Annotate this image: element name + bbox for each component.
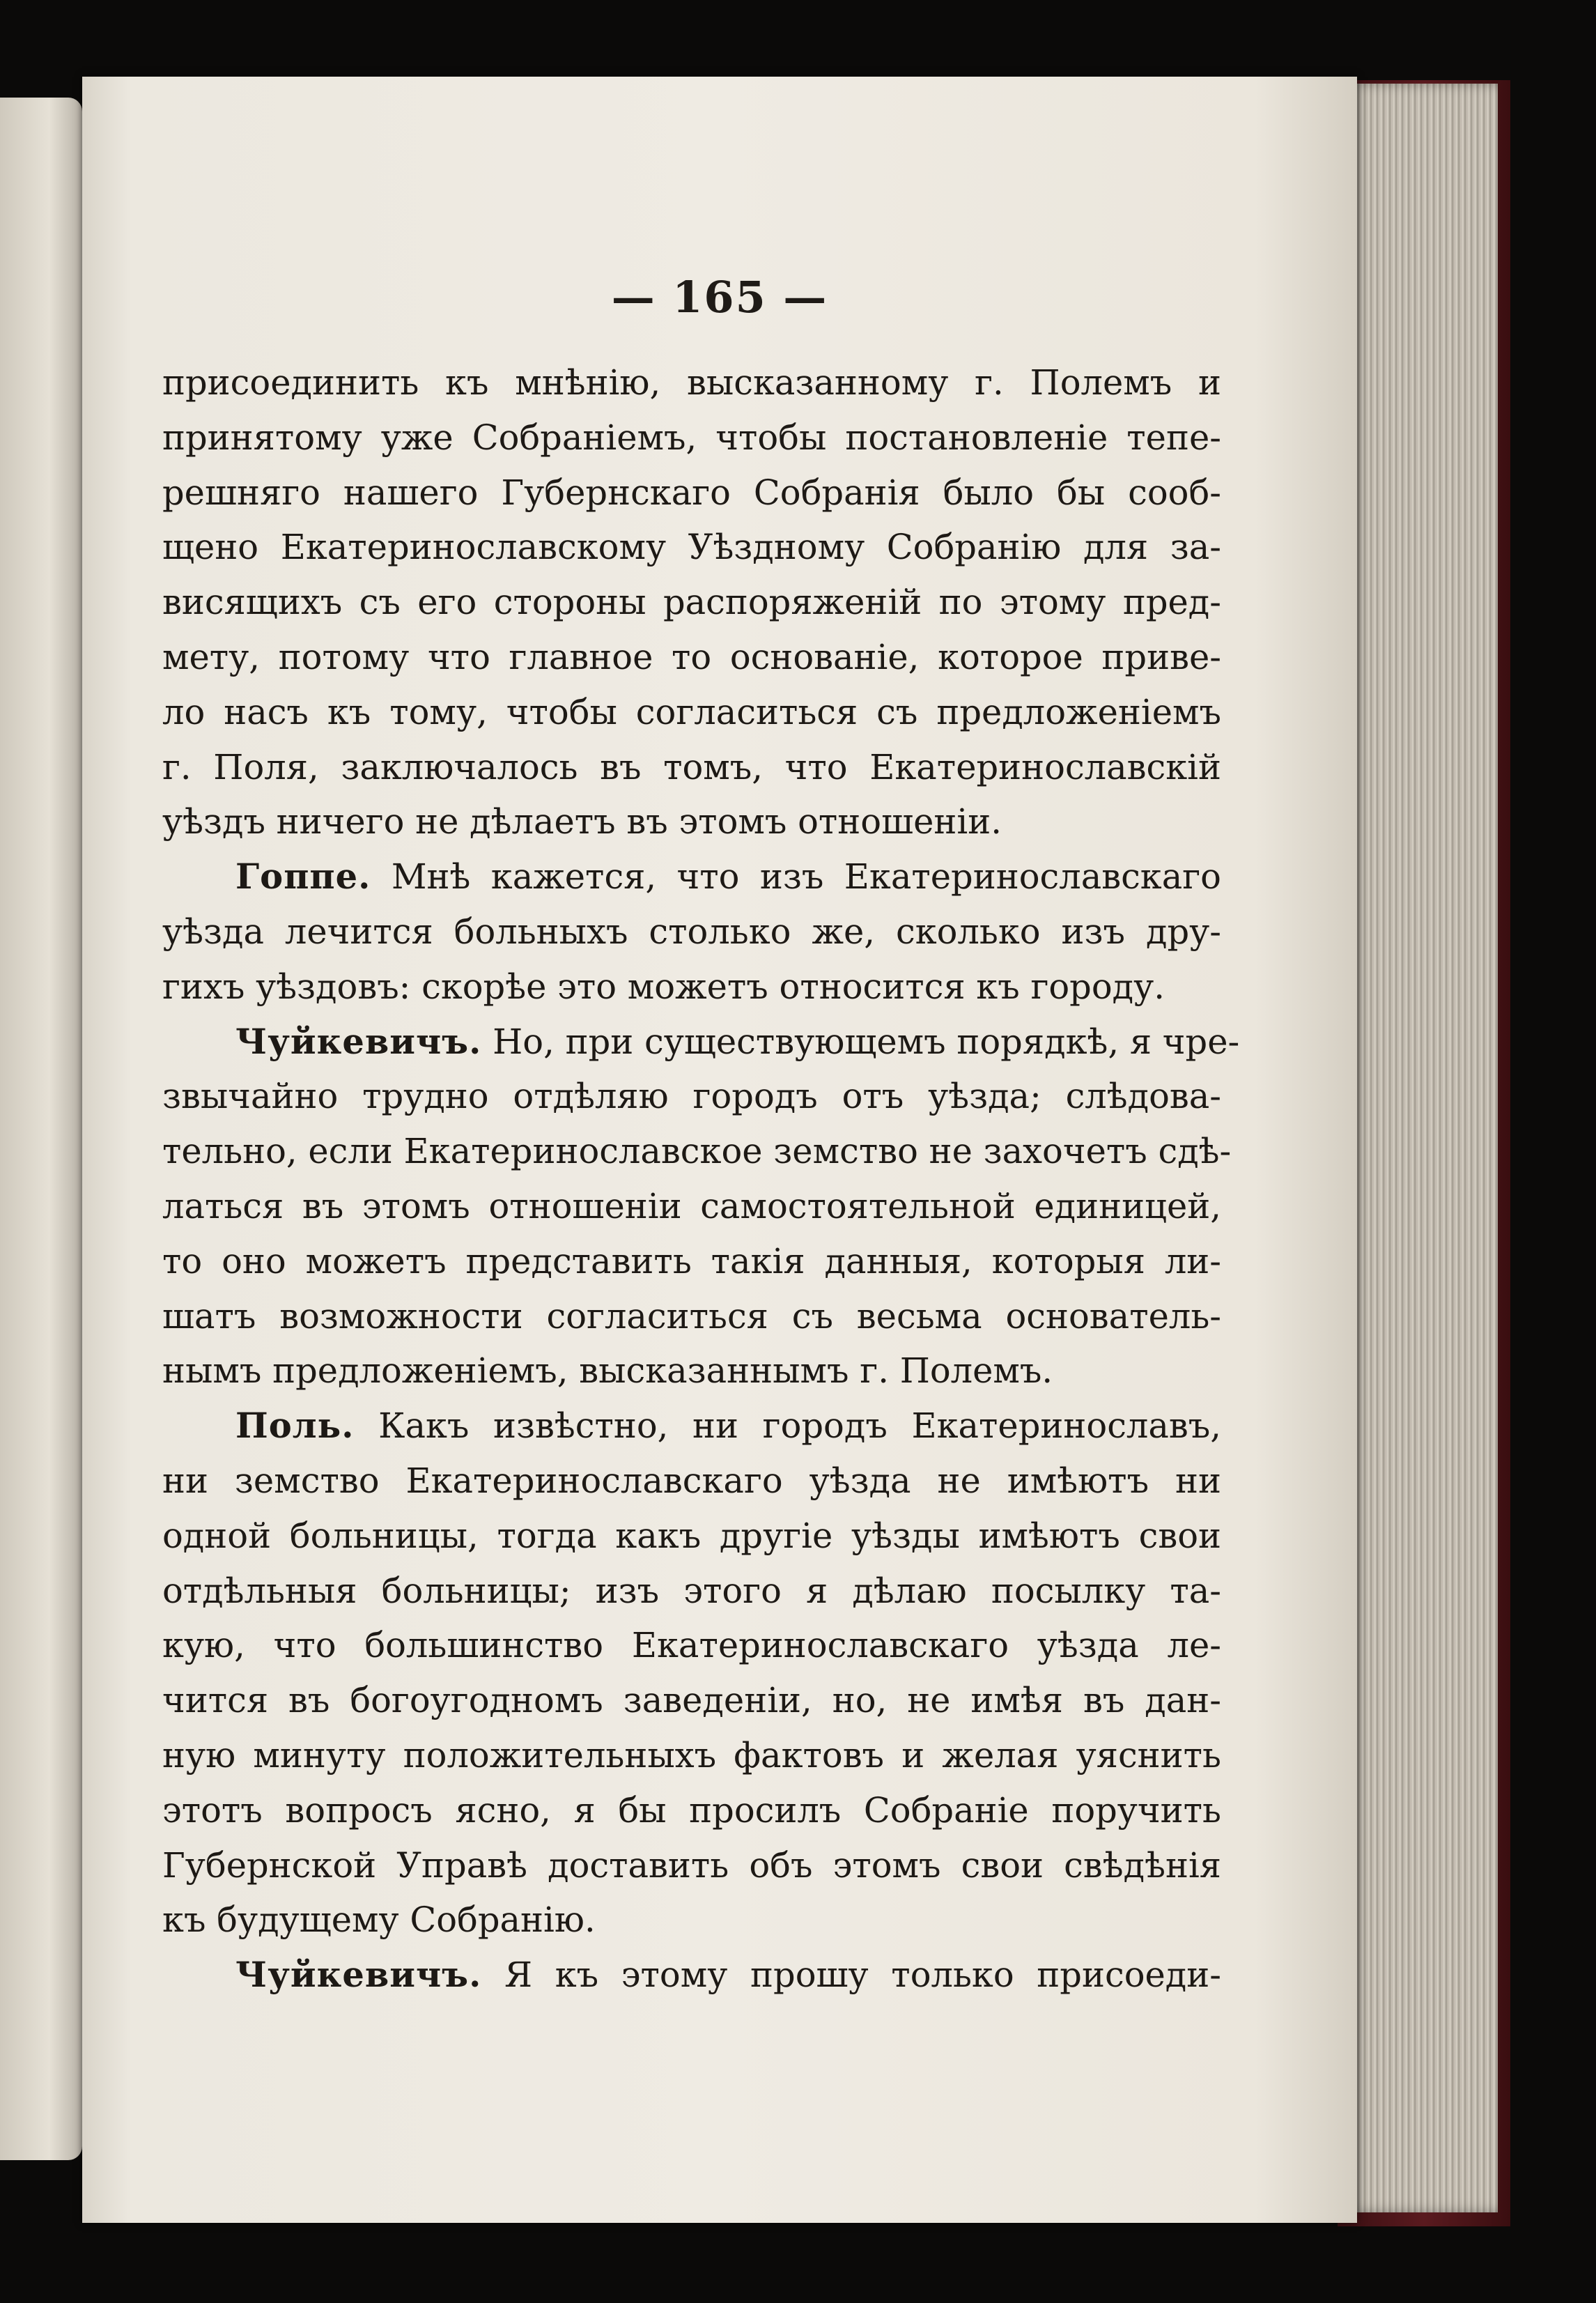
text-line: Губернской Управѣ доставить объ этомъ свои свѣдѣнія — [162, 1844, 1221, 1886]
text-line: ло насъ къ тому, чтобы согласиться съ предложеніемъ — [162, 691, 1221, 732]
text-line: гихъ уѣздовъ: скорѣе это можетъ относится къ городу. — [162, 966, 1165, 1007]
text-line: висящихъ съ его стороны распоряженій по этому пред- — [162, 582, 1221, 623]
text-line: нымъ предложеніемъ, высказаннымъ г. Полемъ. — [162, 1350, 1053, 1392]
paragraph-pol — [162, 1399, 1221, 1948]
text-line: решняго нашего Губернскаго Собранія было бы сооб- — [162, 472, 1221, 513]
text-line: кую, что большинство Екатеринославскаго уѣзда ле- — [162, 1625, 1221, 1666]
speech-first-line — [162, 1015, 1240, 1070]
text-line: присоединить къ мнѣнію, высказанному г. Полемъ и — [162, 362, 1221, 403]
text-line: принятому уже Собраніемъ, чтобы постановленіе тепе- — [162, 417, 1221, 458]
paragraph-chuikevich-2 — [162, 1948, 1221, 2003]
speech-text: Какъ извѣстно, ни городъ Екатеринославъ, — [378, 1405, 1221, 1447]
text-line: ную минуту положительныхъ фактовъ и желая уяснить — [162, 1734, 1221, 1776]
text-line: мету, потому что главное то основаніе, которое приве- — [162, 636, 1221, 677]
text-line: тельно, если Екатеринославское земство не захочетъ сдѣ- — [162, 1131, 1232, 1172]
text-line: звычайно трудно отдѣляю городъ отъ уѣзда; слѣдова- — [162, 1076, 1221, 1117]
text-line: латься въ этомъ отношеніи самостоятельной единицей, — [162, 1185, 1221, 1226]
speech-first-line — [162, 1399, 1221, 1454]
text-line: то оно можетъ представить такія данныя, которыя ли- — [162, 1240, 1221, 1281]
text-line: щено Екатеринославскому Уѣздному Собранію для за- — [162, 527, 1221, 568]
paragraph-goppe — [162, 849, 1221, 1014]
facing-page-edge — [0, 98, 82, 2160]
paragraph-continuation — [162, 355, 1221, 849]
page-text — [162, 355, 1240, 2003]
speaker-name: Чуйкевичъ. — [235, 1955, 482, 1996]
text-line: ни земство Екатеринославскаго уѣзда не имѣютъ ни — [162, 1460, 1221, 1501]
text-line: отдѣльныя больницы; изъ этого я дѣлаю посылку та- — [162, 1570, 1221, 1611]
page-stack-edge — [1348, 84, 1498, 2212]
paragraph-chuikevich — [162, 1015, 1240, 1399]
text-line: уѣзда лечится больныхъ столько же, сколько изъ дру- — [162, 911, 1221, 952]
text-line: чится въ богоугодномъ заведеніи, но, не имѣя въ дан- — [162, 1680, 1221, 1721]
speaker-name: Гоппе. — [235, 856, 371, 898]
text-line: г. Поля, заключалось въ томъ, что Екатеринославскій — [162, 746, 1221, 787]
text-line: уѣздъ ничего не дѣлаетъ въ этомъ отношеніи. — [162, 801, 1002, 842]
speech-first-line — [162, 1948, 1221, 2003]
speech-first-line — [162, 849, 1221, 904]
speech-text: Я къ этому прошу только присоеди- — [504, 1955, 1221, 1996]
text-line: этотъ вопросъ ясно, я бы просилъ Собраніе поручить — [162, 1789, 1221, 1831]
text-line: къ будущему Собранію. — [162, 1900, 596, 1941]
speaker-name: Чуйкевичъ. — [235, 1021, 482, 1062]
book-page — [82, 77, 1357, 2223]
speech-text: Но, при существующемъ порядкѣ, я чре- — [493, 1021, 1240, 1062]
speaker-name: Поль. — [235, 1405, 355, 1447]
text-line: одной больницы, тогда какъ другіе уѣзды имѣютъ свои — [162, 1515, 1221, 1556]
page-number: — 165 — — [611, 272, 828, 323]
text-line: шатъ возможности согласиться съ весьма основатель- — [162, 1295, 1221, 1337]
speech-text: Мнѣ кажется, что изъ Екатеринославскаго — [391, 856, 1221, 898]
